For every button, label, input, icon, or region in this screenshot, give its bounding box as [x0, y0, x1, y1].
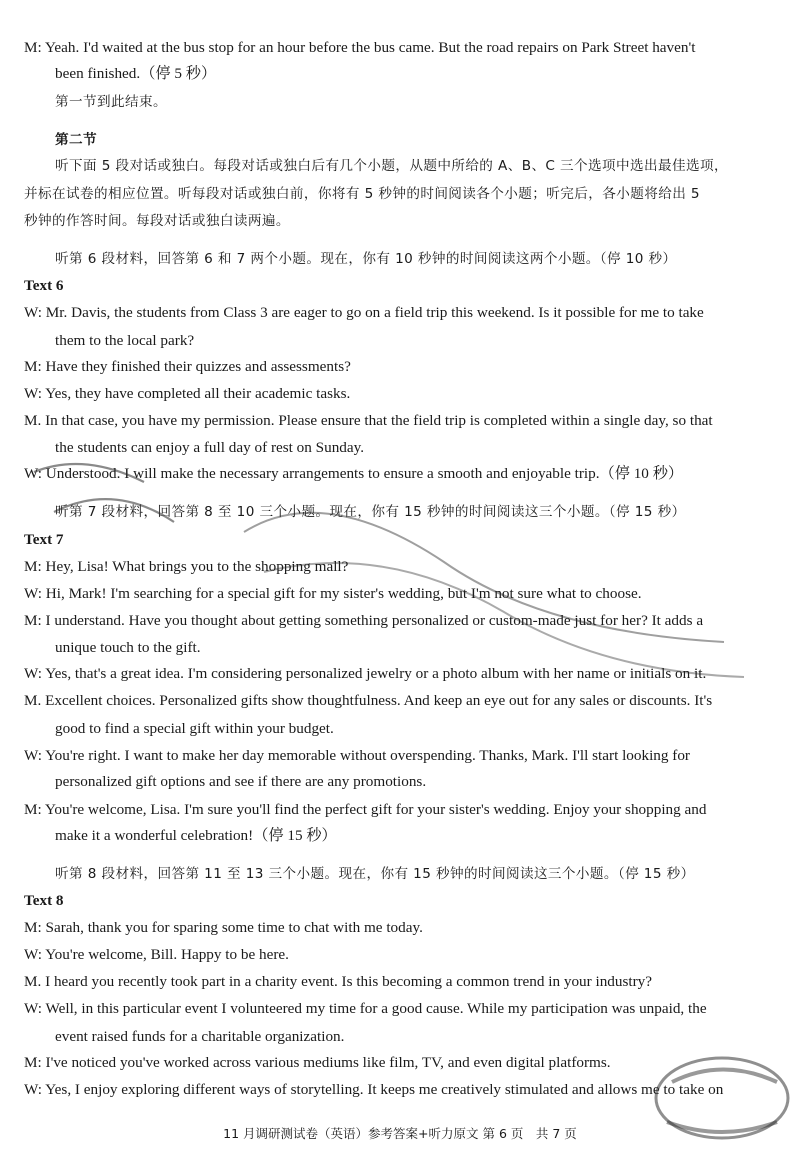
transcript-line: event raised funds for a charitable organization.: [55, 1028, 345, 1045]
transcript-line: M: I understand. Have you thought about getting something personalized or custom-made just for her? It adds a: [24, 612, 704, 629]
transcript-line: W: You're welcome, Bill. Happy to be here.: [24, 946, 289, 963]
transcript-line: unique touch to the gift.: [55, 639, 201, 656]
transcript-line: W: Understood. I will make the necessary arrangements to ensure a smooth and enjoyable trip.（停 10 秒）: [24, 465, 684, 482]
transcript-line: them to the local park?: [55, 332, 195, 349]
transcript-line: 并标在试卷的相应位置。听每段对话或独白前，你将有 5 秒钟的时间阅读各个小题；听完后，各小题将给出 5: [24, 186, 700, 202]
transcript-line: 秒钟的作答时间。每段对话或独白读两遍。: [24, 213, 290, 229]
transcript-line: 听第 8 段材料，回答第 11 至 13 三个小题。现在，你有 15 秒钟的时间阅读这三个小题。（停 15 秒）: [55, 866, 695, 882]
transcript-line: M. Excellent choices. Personalized gifts show thoughtfulness. And keep an eye out for any sales or discounts. It's: [24, 692, 713, 709]
transcript-line: 听第 7 段材料，回答第 8 至 10 三个小题。现在，你有 15 秒钟的时间阅读这三个小题。（停 15 秒）: [55, 504, 686, 520]
transcript-line: 听下面 5 段对话或独白。每段对话或独白后有几个小题，从题中所给的 A、B、C 三个选项中选出最佳选项，: [55, 158, 728, 174]
transcript-line: W: Hi, Mark! I'm searching for a special gift for my sister's wedding, but I'm not sure what to choose.: [24, 585, 642, 602]
page-footer: 11 月调研测试卷（英语）参考答案+听力原文 第 6 页 共 7 页: [223, 1126, 577, 1141]
transcript-line: been finished.（停 5 秒）: [55, 65, 217, 82]
transcript-line: M: Have they finished their quizzes and assessments?: [24, 358, 351, 375]
section-heading: 第二节: [55, 132, 97, 148]
transcript-line: W: Yes, that's a great idea. I'm considering personalized jewelry or a photo album with her name or initials on it.: [24, 665, 707, 682]
transcript-line: M: Sarah, thank you for sparing some time to chat with me today.: [24, 919, 423, 936]
transcript-line: W: You're right. I want to make her day memorable without overspending. Thanks, Mark. I'll start looking for: [24, 747, 690, 764]
transcript-line: W: Yes, they have completed all their academic tasks.: [24, 385, 351, 402]
transcript-line: M: Hey, Lisa! What brings you to the shopping mall?: [24, 558, 349, 575]
section-heading: Text 6: [24, 277, 64, 294]
transcript-line: personalized gift options and see if there are any promotions.: [55, 773, 427, 790]
transcript-line: W: Mr. Davis, the students from Class 3 are eager to go on a field trip this weekend. Is it possible for me to take: [24, 304, 704, 321]
transcript-line: 听第 6 段材料，回答第 6 和 7 两个小题。现在，你有 10 秒钟的时间阅读这两个小题。（停 10 秒）: [55, 251, 677, 267]
transcript-line: good to find a special gift within your budget.: [55, 720, 334, 737]
transcript-line: W: Yes, I enjoy exploring different ways of storytelling. It keeps me creatively stimulated and allows me to take on: [24, 1081, 724, 1098]
transcript-line: W: Well, in this particular event I volunteered my time for a good cause. While my participation was unpaid, the: [24, 1000, 707, 1017]
transcript-line: M. I heard you recently took part in a charity event. Is this becoming a common trend in your industry?: [24, 973, 653, 990]
transcript-line: M: You're welcome, Lisa. I'm sure you'll find the perfect gift for your sister's wedding. Enjoy your shopping and: [24, 801, 707, 818]
transcript-line: 第一节到此结束。: [55, 94, 167, 110]
section-heading: Text 8: [24, 892, 64, 909]
transcript-line: make it a wonderful celebration!（停 15 秒）: [55, 827, 337, 844]
section-heading: Text 7: [24, 531, 64, 548]
transcript-line: M: Yeah. I'd waited at the bus stop for an hour before the bus came. But the road repairs on Park Street haven't: [24, 39, 696, 56]
transcript-line: the students can enjoy a full day of rest on Sunday.: [55, 439, 365, 456]
transcript-line: M: I've noticed you've worked across various mediums like film, TV, and even digital platforms.: [24, 1054, 611, 1071]
transcript-line: M. In that case, you have my permission. Please ensure that the field trip is completed within a single day, so that: [24, 412, 713, 429]
